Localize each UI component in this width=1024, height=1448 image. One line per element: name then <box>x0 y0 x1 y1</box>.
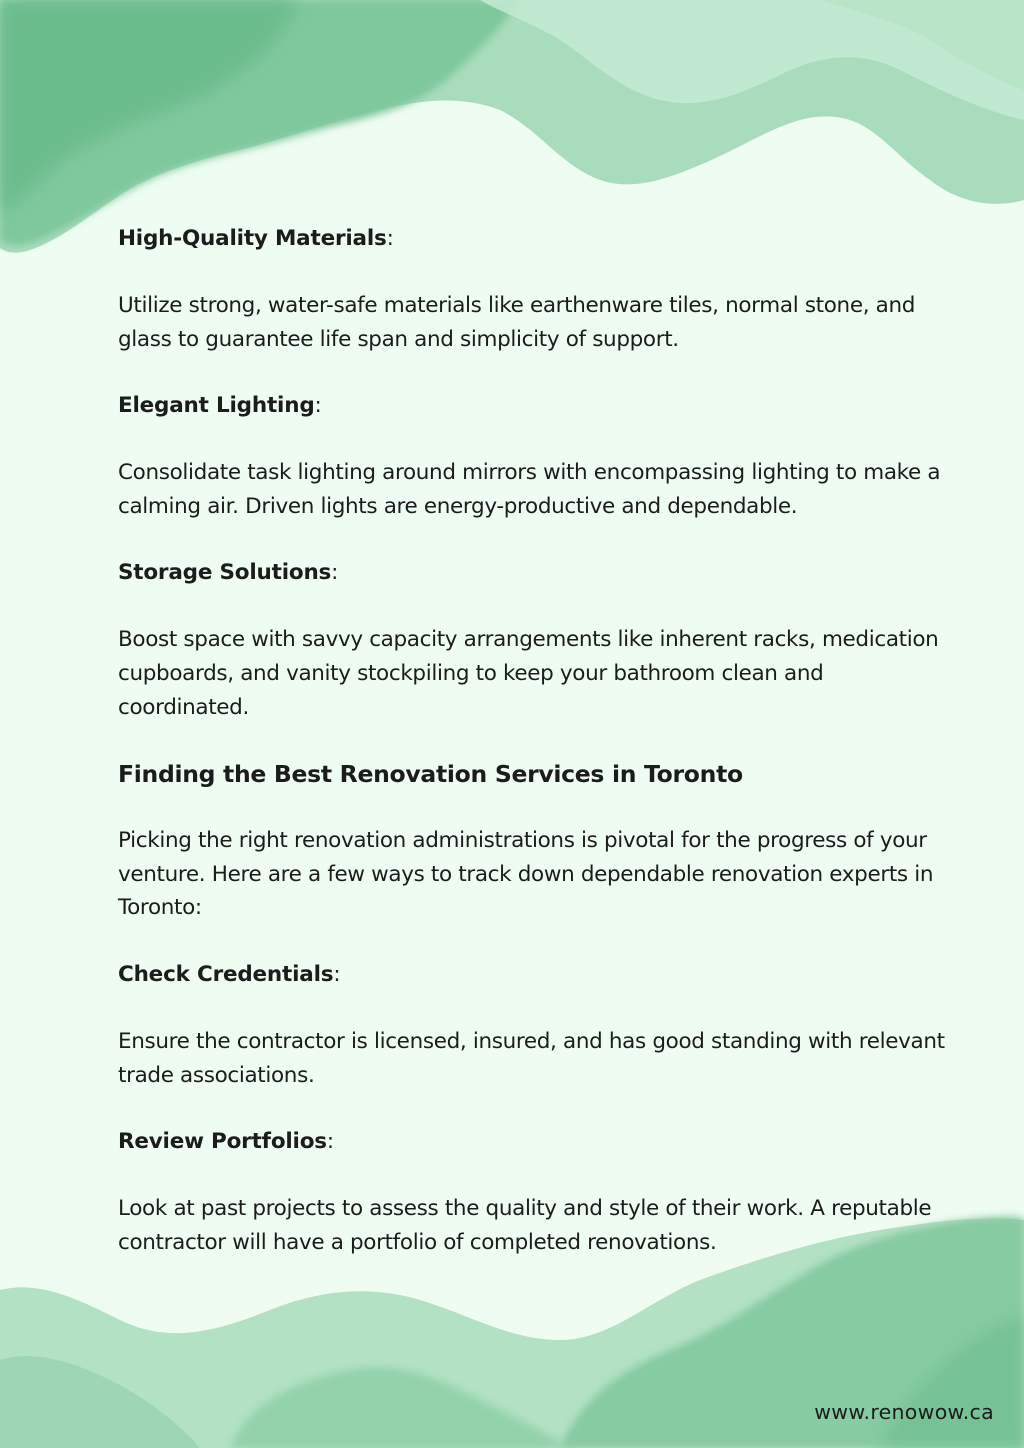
paragraph-picking-services: Picking the right renovation administrations is pivotal for the progress of your venture. Here are a few ways to track down dependable renovation experts in Toronto: <box>118 828 934 921</box>
paragraph-lighting: Consolidate task lighting around mirrors with encompassing lighting to make a calming air. Driven lights are energy-productive and dependable. <box>118 460 941 519</box>
paragraph-portfolios: Look at past projects to assess the quality and style of their work. A reputable contractor will have a portfolio of completed renovations. <box>118 1196 932 1255</box>
article-body <box>118 222 948 1292</box>
heading-colon: : <box>333 961 341 987</box>
heading-label: Review Portfolios <box>118 1129 327 1155</box>
heading-high-quality-materials <box>118 222 948 256</box>
heading-elegant-lighting <box>118 389 948 423</box>
heading-label: High-Quality Materials <box>118 226 387 251</box>
paragraph-storage: Boost space with savvy capacity arrangements like inherent racks, medication cupboards, and vanity stockpiling to keep your bathroom clean and coordinated. <box>118 627 939 720</box>
heading-label: Elegant Lighting <box>118 393 315 419</box>
heading-colon: : <box>331 560 339 586</box>
heading-review-portfolios <box>118 1125 948 1159</box>
website-url: www.renowow.ca <box>814 1400 994 1424</box>
heading-colon: : <box>326 1129 334 1155</box>
heading-check-credentials <box>118 958 948 992</box>
heading-colon: : <box>386 226 394 251</box>
top-watercolor-wash <box>0 0 1024 253</box>
section-title-finding-renovation: Finding the Best Renovation Services in Toronto <box>118 760 743 789</box>
heading-storage-solutions <box>118 556 948 590</box>
heading-colon: : <box>314 393 322 419</box>
heading-label: Storage Solutions <box>118 560 332 586</box>
paragraph-materials: Utilize strong, water-safe materials like earthenware tiles, normal stone, and glass to guarantee life span and simplicity of support. <box>118 293 916 352</box>
paragraph-credentials: Ensure the contractor is licensed, insured, and has good standing with relevant trade associations. <box>118 1028 945 1088</box>
heading-label: Check Credentials <box>118 961 334 987</box>
